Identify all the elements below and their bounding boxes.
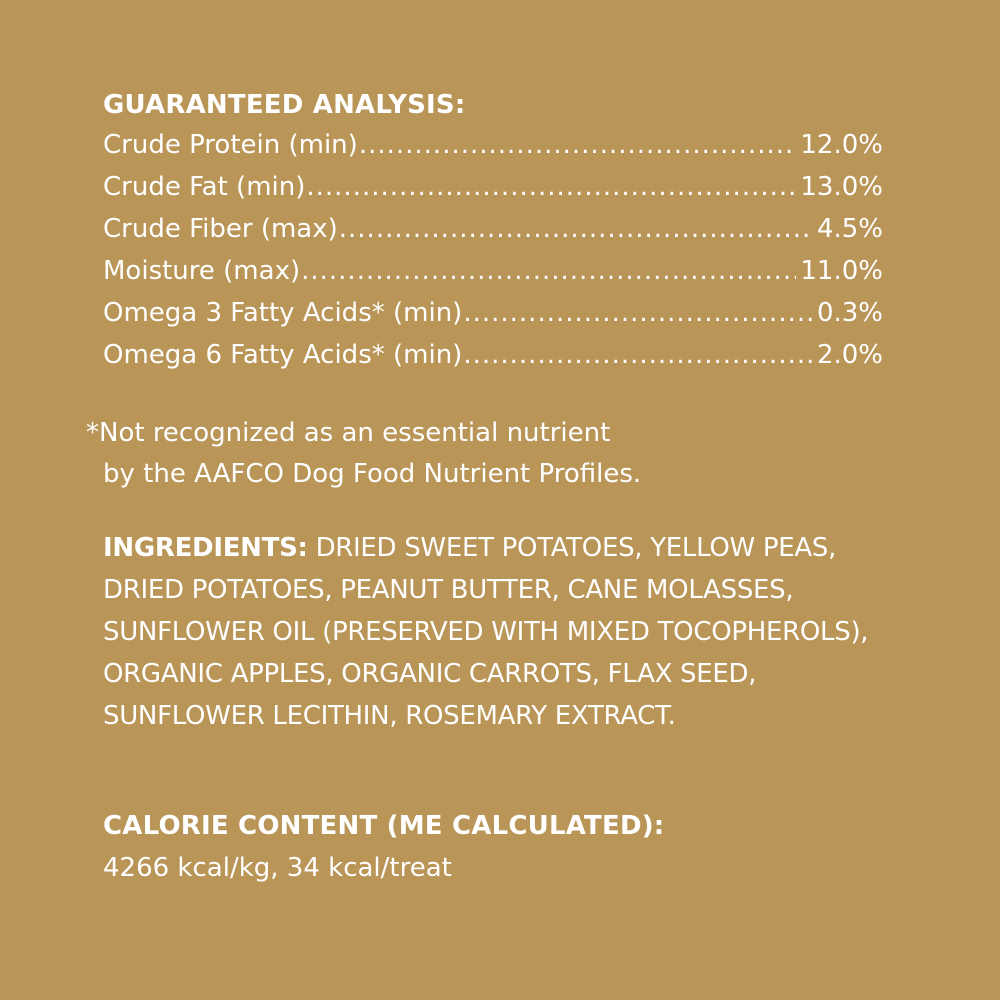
analysis-label: Crude Protein (min) xyxy=(103,130,358,160)
analysis-label: Crude Fat (min) xyxy=(103,172,306,202)
ingredients-block xyxy=(103,527,893,737)
dot-leader xyxy=(463,298,813,328)
dot-leader xyxy=(339,214,813,244)
calorie-content-heading: CALORIE CONTENT (ME CALCULATED): xyxy=(103,811,665,841)
analysis-value: 13.0% xyxy=(800,172,883,202)
dot-leader xyxy=(463,340,813,370)
analysis-value: 2.0% xyxy=(816,340,883,370)
analysis-row xyxy=(103,340,883,382)
analysis-row xyxy=(103,214,883,256)
dot-leader xyxy=(301,256,796,286)
aafco-footnote xyxy=(86,413,906,495)
guaranteed-analysis-list xyxy=(103,130,883,382)
footnote-line-2: by the AAFCO Dog Food Nutrient Profiles. xyxy=(103,459,642,489)
analysis-value: 11.0% xyxy=(800,256,883,286)
dot-leader xyxy=(306,172,796,202)
footnote-line-1: *Not recognized as an essential nutrient xyxy=(86,418,611,448)
dot-leader xyxy=(359,130,797,160)
guaranteed-analysis-heading: GUARANTEED ANALYSIS: xyxy=(103,90,466,120)
analysis-label: Moisture (max) xyxy=(103,256,301,286)
analysis-row xyxy=(103,256,883,298)
analysis-row xyxy=(103,130,883,172)
analysis-value: 4.5% xyxy=(816,214,883,244)
ingredients-text: DRIED SWEET POTATOES, YELLOW PEAS, DRIED POTATOES, PEANUT BUTTER, CANE MOLASSES, SUNFLOWER OIL (PRESERVED WITH MIXED TOCOPHEROLS), ORGANIC APPLES, ORGANIC CARROTS, FLAX SEED, SUNFLOWER LECITHIN, ROSEMARY EXTRACT. xyxy=(103,533,869,731)
calorie-content-value: 4266 kcal/kg, 34 kcal/treat xyxy=(103,853,452,883)
ingredients-heading: INGREDIENTS: xyxy=(103,533,308,563)
analysis-label: Omega 3 Fatty Acids* (min) xyxy=(103,298,463,328)
analysis-row xyxy=(103,298,883,340)
analysis-value: 12.0% xyxy=(800,130,883,160)
analysis-label: Crude Fiber (max) xyxy=(103,214,338,244)
analysis-row xyxy=(103,172,883,214)
analysis-value: 0.3% xyxy=(816,298,883,328)
analysis-label: Omega 6 Fatty Acids* (min) xyxy=(103,340,463,370)
